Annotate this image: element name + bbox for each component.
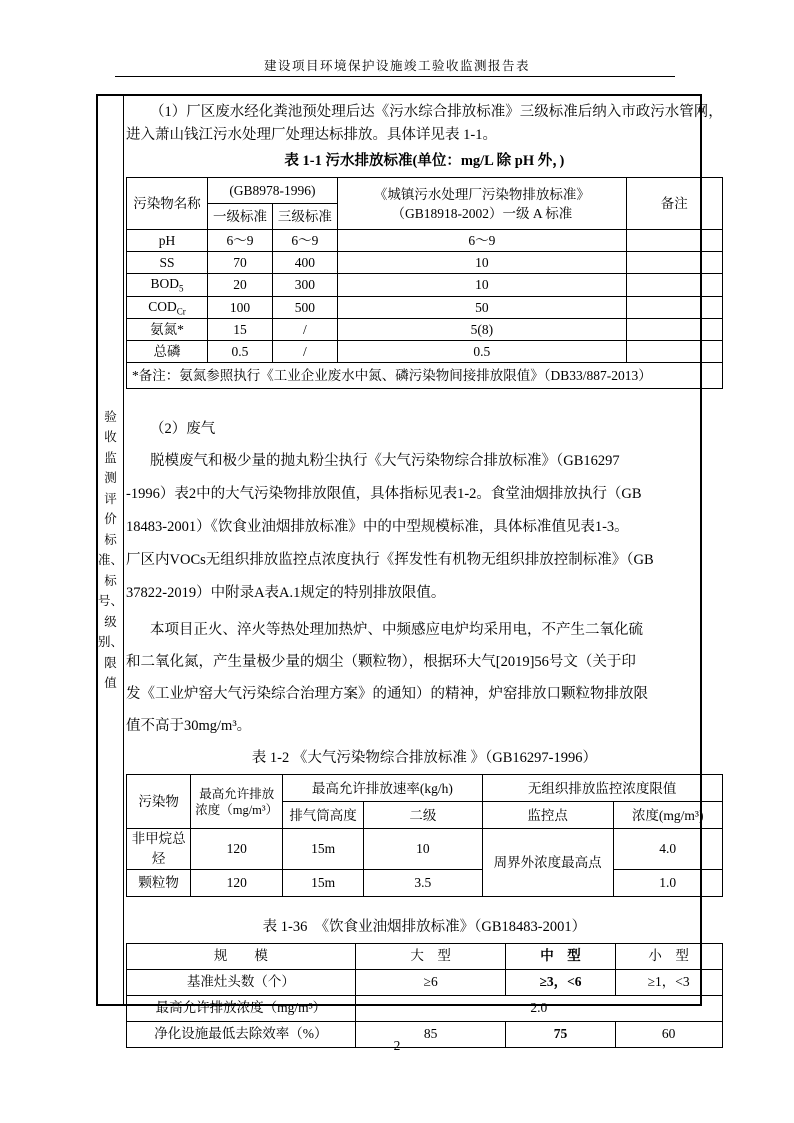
table-1-36 (126, 943, 723, 1048)
cell-pollutant-header: 污染物名称 (127, 178, 208, 230)
cell-limit: 4.0 (613, 829, 722, 869)
text-line: 验 (104, 409, 117, 424)
text-line: 《城镇污水处理厂污染物排放标准》 (373, 186, 590, 202)
cell-large: ≥6 (355, 969, 506, 995)
cell-remark (626, 319, 722, 341)
cell-name: SS (127, 252, 208, 274)
cell-small: 60 (615, 1021, 722, 1047)
cell-remark-header: 备注 (626, 178, 722, 230)
cell-height: 15m (283, 869, 364, 896)
table-row (127, 274, 723, 297)
cell-gb8978-header: (GB8978-1996) (208, 178, 338, 204)
table-row (127, 341, 723, 363)
form-cell-content (124, 96, 724, 1042)
cell-pollutant-header: 污染物 (127, 775, 191, 829)
table-row (127, 775, 723, 802)
row-label-vertical (98, 96, 124, 1004)
cell-level3-header: 三级标准 (272, 204, 337, 230)
text-line: 值 (104, 676, 117, 690)
text-line: （1）厂区废水经化粪池预处理后达《污水综合排放标准》三级标准后纳入市政污水管网， (150, 104, 723, 120)
table-1-1 (126, 177, 723, 389)
paragraph-furnace (126, 614, 723, 742)
section-gas-heading: （2）废气 (150, 421, 216, 438)
table-1-1-title: 表 1-1 污水排放标准(单位：mg/L 除 pH 外，) (284, 153, 565, 169)
text-line: 别、 (98, 635, 124, 649)
cell-rate: 3.5 (364, 869, 483, 896)
text-line: 和二氧化氮，产生量极少量的烟尘（颗粒物），根据环大气[2019]56号文（关于印 (126, 654, 636, 671)
text-line: 监 (104, 450, 117, 465)
cell-rate: 10 (364, 829, 483, 869)
cell-label: 基准灶头数（个） (127, 969, 356, 995)
cell-large: 85 (355, 1021, 506, 1047)
text-line: 标 (104, 532, 117, 547)
cell-remark (626, 341, 722, 363)
cell-max-conc-header: 最高允许排放浓度（mg/m³） (191, 775, 283, 829)
cell-l1: 6～9 (208, 230, 273, 252)
table-row (127, 296, 723, 319)
cell-stack-height-header: 排气筒高度 (283, 802, 364, 829)
text-line: 本项目正火、淬火等热处理加热炉、中频感应电炉均采用电，不产生二氧化硫 (150, 622, 643, 639)
cell-gb18918-header (337, 178, 626, 230)
cell-remark (626, 230, 722, 252)
cell-medium-header: 中 型 (506, 943, 615, 969)
cell-scale-header: 规 模 (127, 943, 356, 969)
cell-l1: 15 (208, 319, 273, 341)
document-header-title: 建设项目环境保护设施竣工验收监测报告表 (263, 59, 530, 73)
text-line: （GB18918-2002）一级 A 标准 (391, 205, 573, 221)
cell-remark (626, 274, 722, 297)
table-1-2-title: 表 1-2 《大气污染物综合排放标准 》（GB16297-1996） (251, 750, 597, 767)
cell-l3: / (272, 341, 337, 363)
cell-l1: 20 (208, 274, 273, 297)
table-row (127, 829, 723, 869)
table-footnote: *备注：氨氮参照执行《工业企业废水中氮、磷污染物间接排放限值》（DB33/887-2013） (127, 363, 723, 389)
text-line: 值不高于30mg/m³。 (126, 718, 252, 735)
text-line: 限 (104, 655, 117, 670)
cell-name: $BOD_5$ (127, 274, 208, 297)
table-row (127, 252, 723, 274)
paragraph-wastewater (126, 101, 723, 147)
table-row (127, 178, 723, 204)
table-row (127, 869, 723, 896)
cell-l3: 500 (272, 296, 337, 319)
text-line: 级 (104, 614, 117, 629)
cell-fugitive-header: 无组织排放监控浓度限值 (482, 775, 722, 802)
cell-max-rate-header: 最高允许排放速率(kg/h) (283, 775, 483, 802)
cell-medium: 75 (506, 1021, 615, 1047)
text-line: 发《工业炉窑大气污染综合治理方案》的通知）的精神，炉窑排放口颗粒物排放限 (126, 686, 648, 703)
table-row (127, 943, 723, 969)
cell-l3: 400 (272, 252, 337, 274)
cell-gb: 0.5 (337, 341, 626, 363)
text-line: 准、 (98, 553, 124, 567)
text-line: 号、 (98, 594, 124, 608)
cell-name: 氨氮* (127, 319, 208, 341)
cell-conc-header: 浓度(mg/m³) (613, 802, 722, 829)
header-divider-line (115, 76, 675, 77)
paragraph-gas-standards (126, 445, 723, 610)
cell-label: 净化设施最低去除效率（%） (127, 1021, 356, 1047)
cell-name: 总磷 (127, 341, 208, 363)
text-line: 评 (104, 491, 117, 506)
page-number: 2 (393, 1038, 401, 1053)
text-line: 进入萧山钱江污水处理厂处理达标排放。具体详见表 1-1。 (126, 127, 497, 143)
table-1-36-title: 表 1-36 《饮食业油烟排放标准》（GB18483-2001） (262, 918, 587, 935)
cell-limit: 1.0 (613, 869, 722, 896)
text-line: 18483-2001）《饮食业油烟排放标准》中的中型规模标准，具体标准值见表1-3。 (126, 519, 629, 536)
main-form-box (96, 94, 723, 1042)
table-row (127, 319, 723, 341)
cell-remark (626, 296, 722, 319)
cell-level2-header: 二级 (364, 802, 483, 829)
cell-l3: 6～9 (272, 230, 337, 252)
table-row (127, 995, 723, 1021)
cell-conc: 120 (191, 869, 283, 896)
text-line: 标 (104, 573, 117, 588)
cell-medium: ≥3，<6 (506, 969, 615, 995)
cell-name: $COD_{Cr}$ (127, 296, 208, 319)
table-row (127, 230, 723, 252)
cell-all-sizes: 2.0 (355, 995, 722, 1021)
cell-level1-header: 一级标准 (208, 204, 273, 230)
cell-height: 15m (283, 829, 364, 869)
cell-gb: 10 (337, 252, 626, 274)
cell-l1: 0.5 (208, 341, 273, 363)
cell-monitor-point-value: 周界外浓度最高点 (482, 829, 613, 896)
text-line: -1996）表2中的大气污染物排放限值，具体指标见表1-2。食堂油烟排放执行（GB (126, 486, 642, 503)
text-line: 脱模废气和极少量的抛丸粉尘执行《大气污染物综合排放标准》（GB16297 (150, 453, 620, 470)
table-row (127, 969, 723, 995)
cell-gb: 50 (337, 296, 626, 319)
table-row (127, 363, 723, 389)
cell-large-header: 大 型 (355, 943, 506, 969)
cell-gb: 10 (337, 274, 626, 297)
text-line: 37822-2019）中附录A表A.1规定的特别排放限值。 (126, 585, 446, 602)
cell-l3: / (272, 319, 337, 341)
cell-monitor-point-header: 监控点 (482, 802, 613, 829)
text-line: 厂区内VOCs无组织排放监控点浓度执行《挥发性有机物无组织排放控制标准》（GB (126, 552, 654, 569)
text-line: 价 (104, 512, 117, 526)
cell-small-header: 小 型 (615, 943, 722, 969)
text-line: 测 (104, 471, 117, 485)
cell-label: 最高允许排放浓度（mg/m³） (127, 995, 356, 1021)
cell-gb: 5(8) (337, 319, 626, 341)
table-1-2 (126, 774, 723, 896)
cell-gb: 6～9 (337, 230, 626, 252)
cell-conc: 120 (191, 829, 283, 869)
cell-name: 非甲烷总烃 (127, 829, 191, 869)
cell-small: ≥1，<3 (615, 969, 722, 995)
cell-l1: 100 (208, 296, 273, 319)
cell-l1: 70 (208, 252, 273, 274)
cell-name: 颗粒物 (127, 869, 191, 896)
text-line: 收 (104, 430, 117, 444)
cell-l3: 300 (272, 274, 337, 297)
cell-name: pH (127, 230, 208, 252)
cell-remark (626, 252, 722, 274)
